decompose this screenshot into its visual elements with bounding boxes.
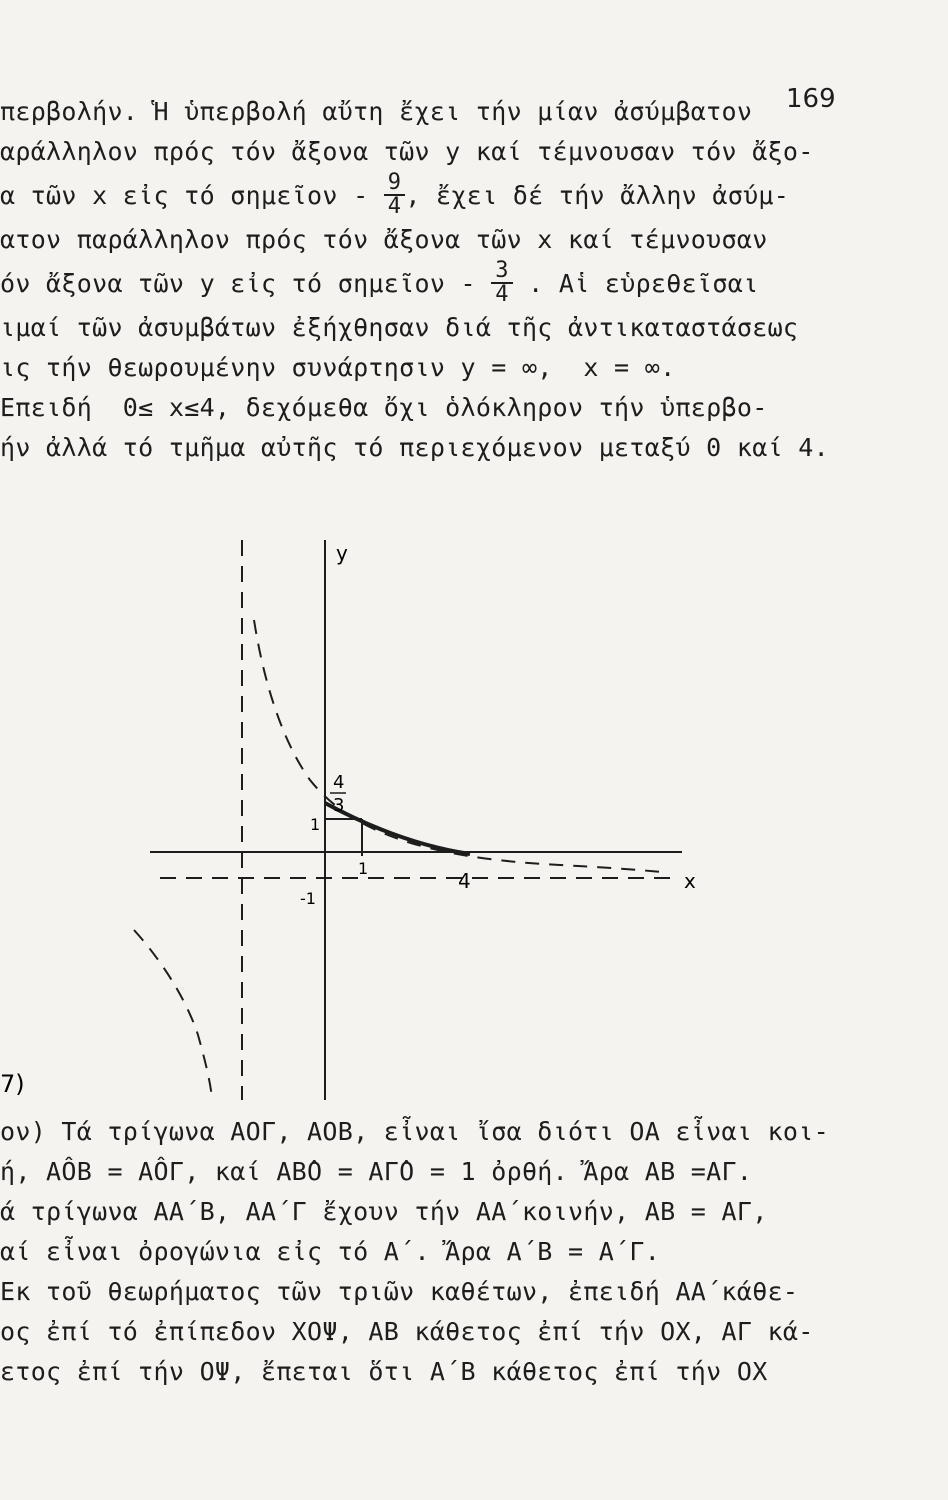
x-axis-label: x	[684, 869, 696, 893]
hyperbola-segment-0-to-4	[325, 803, 470, 854]
text-line: αί εἶναι ὀρογώνια εἰς τό Α΄. Ἄρα Α΄Β = Α΄Γ.	[0, 1237, 661, 1266]
paragraph-top	[0, 92, 948, 468]
tick-label-y-1: 1	[310, 815, 321, 834]
y-axis-label: y	[336, 541, 348, 565]
hyperbola-upper-branch	[254, 620, 662, 872]
text-line: ις τήν θεωρουμένην συνάρτησιν y = ∞, x = ∞.	[0, 353, 676, 382]
tick-label-x-4: 4	[458, 869, 471, 893]
fraction-numerator: 3	[491, 260, 513, 284]
text-segment: . Αἱ εὑρεθεῖσαι	[512, 269, 759, 298]
section-label: 7)	[0, 1070, 25, 1098]
text-line: ήν ἀλλά τό τμῆμα αὐτῆς τό περιεχόμενον μεταξύ 0 καί 4.	[0, 433, 829, 462]
text-line: ος ἐπί τό ἐπίπεδον ΧΟΨ, ΑΒ κάθετος ἐπί τήν ΟΧ, ΑΓ κά-	[0, 1317, 814, 1346]
label-4-over-3-num: 4	[333, 772, 345, 793]
fraction-3-4	[491, 260, 513, 306]
text-line: ετος ἐπί τήν ΟΨ, ἔπεται ὅτι Α΄Β κάθετος ἐπί τήν ΟΧ	[0, 1357, 768, 1386]
page-number: 169	[786, 84, 836, 114]
fraction-9-4	[384, 172, 406, 218]
hyperbola-graph	[0, 530, 948, 1110]
paragraph-bottom	[0, 1112, 948, 1392]
text-line: Επειδή 0≤ x≤4, δεχόμεθα ὄχι ὁλόκληρον τήν ὑπερβο-	[0, 393, 768, 422]
text-line-with-fraction	[0, 260, 948, 308]
text-line: περβολήν. Ἡ ὑπερβολή αὔτη ἔχει τήν μίαν ἀσύμβατον	[0, 97, 753, 126]
fraction-denominator: 4	[387, 194, 402, 219]
label-4-over-3-den: 3	[333, 795, 345, 816]
text-line: ον) Τά τρίγωνα ΑΟΓ, ΑΟΒ, εἶναι ἴσα διότι ΟΑ εἶναι κοι-	[0, 1117, 829, 1146]
hyperbola-figure	[0, 530, 948, 1114]
text-line: αράλληλον πρός τόν ἄξονα τῶν y καί τέμνουσαν τόν ἄξο-	[0, 137, 814, 166]
text-line: ιμαί τῶν ἀσυμβάτων ἐξήχθησαν διά τῆς ἀντικαταστάσεως	[0, 313, 799, 342]
text-line: ή, ΑÔΒ = ΑÔΓ, καί ΑΒ̂Ο = ΑΓ̂Ο = 1 ὀρθή. Ἄρα ΑΒ =ΑΓ.	[0, 1157, 753, 1186]
text-segment: α τῶν x εἰς τό σημεῖον -	[0, 181, 384, 210]
tick-label-minus-1: -1	[300, 889, 316, 908]
text-segment: όν ἄξονα τῶν y εἰς τό σημεῖον -	[0, 269, 492, 298]
text-line-with-fraction	[0, 172, 948, 220]
text-line: ά τρίγωνα ΑΑ΄Β, ΑΑ΄Γ ἔχουν τήν ΑΑ΄κοινήν, ΑΒ = ΑΓ,	[0, 1197, 768, 1226]
tick-label-x-1: 1	[358, 859, 369, 878]
fraction-denominator: 4	[495, 282, 509, 307]
fraction-numerator: 9	[384, 172, 406, 196]
hyperbola-lower-branch	[134, 930, 212, 1098]
text-line: Εκ τοῦ θεωρήματος τῶν τριῶν καθέτων, ἐπειδή ΑΑ΄κάθε-	[0, 1277, 799, 1306]
text-segment: , ἔχει δέ τήν ἄλλην ἀσύμ-	[405, 181, 790, 210]
text-line: ατον παράλληλον πρός τόν ἄξονα τῶν x καί τέμνουσαν	[0, 225, 768, 254]
